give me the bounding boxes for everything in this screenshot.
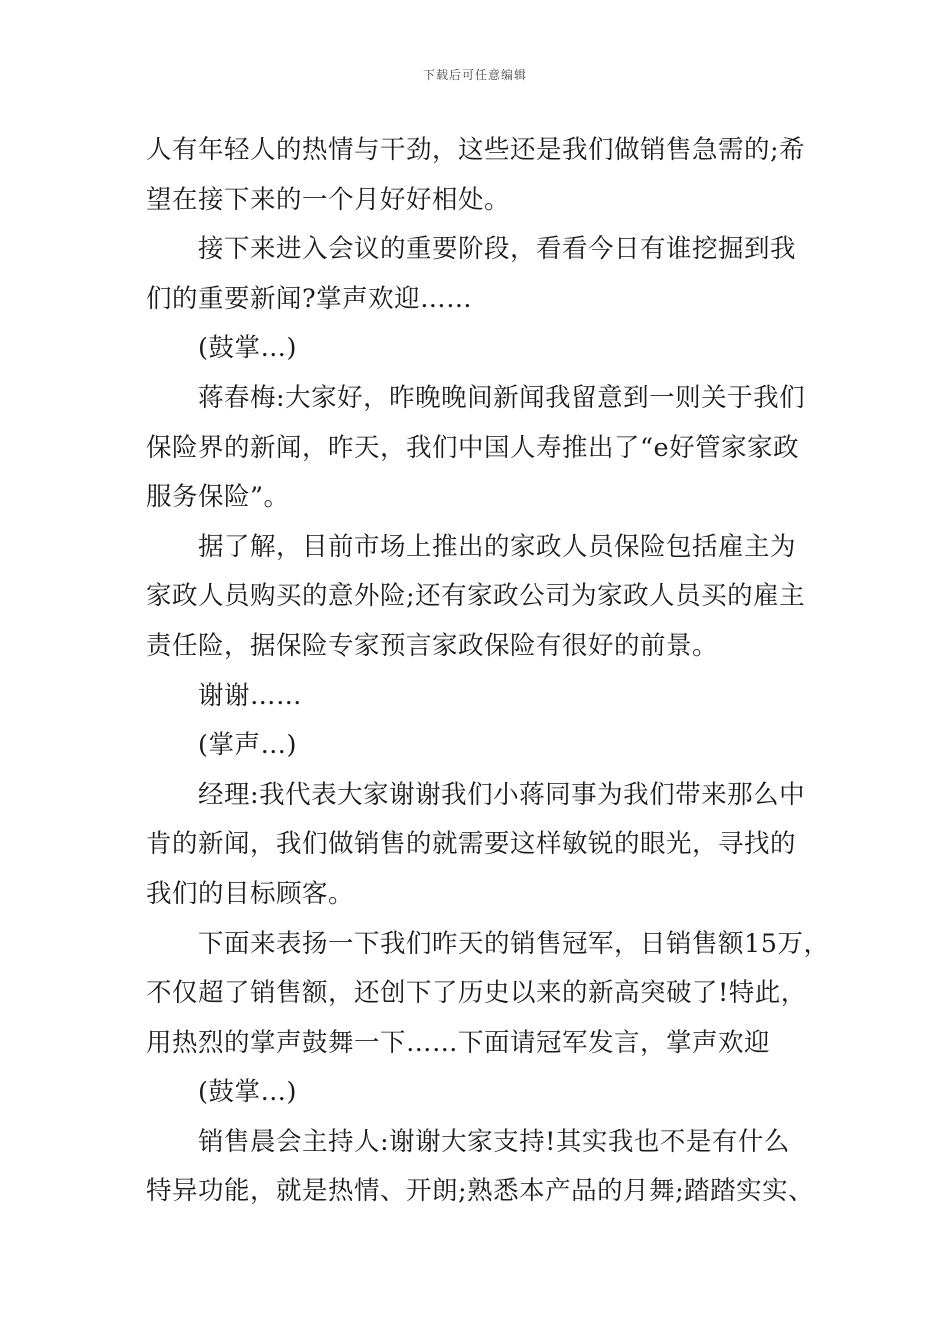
text-line: 特异功能，就是热情、开朗;熟悉本产品的月舞;踏踏实实、: [146, 1176, 815, 1207]
text-line: (掌声…): [198, 730, 297, 761]
text-line: 责任险，据保险专家预言家政保险有很好的前景。: [146, 630, 719, 661]
text-line: 服务保险”。: [146, 482, 290, 513]
text-line: 蒋春梅:大家好，昨晚晚间新闻我留意到一则关于我们: [198, 382, 806, 413]
text-line: 人有年轻人的热情与干劲，这些还是我们做销售急需的;希: [146, 135, 806, 165]
text-line: 不仅超了销售额，还创下了历史以来的新高突破了!特此，: [146, 978, 807, 1009]
text-line: 们的重要新闻?掌声欢迎……: [146, 283, 473, 314]
text-line: 接下来进入会议的重要阶段，看看今日有谁挖掘到我: [198, 234, 797, 265]
page-header: 下载后可任意编辑: [422, 68, 527, 82]
text-line: 销售晨会主持人:谢谢大家支持!其实我也不是有什么: [198, 1126, 790, 1157]
text-line: 据了解，目前市场上推出的家政人员保险包括雇主为: [198, 531, 797, 562]
text-line: 望在接下来的一个月好好相处。: [146, 184, 511, 215]
text-line: 下面来表扬一下我们昨天的销售冠军，日销售额15万，: [198, 928, 830, 959]
text-line: 我们的目标顾客。: [146, 878, 355, 909]
text-line: 谢谢……: [198, 680, 303, 711]
text-line: (鼓掌…): [198, 333, 297, 364]
document-body: [146, 126, 830, 1217]
text-line: 保险界的新闻，昨天，我们中国人寿推出了“e好管家家政: [146, 432, 800, 463]
text-line: 肯的新闻，我们做销售的就需要这样敏锐的眼光，寻找的: [146, 829, 797, 860]
text-line: 经理:我代表大家谢谢我们小蒋同事为我们带来那么中: [198, 779, 806, 810]
text-line: 家政人员购买的意外险;还有家政公司为家政人员买的雇主: [146, 581, 806, 612]
text-line: (鼓掌…): [198, 1077, 297, 1108]
text-line: 用热烈的掌声鼓舞一下……下面请冠军发言，掌声欢迎: [146, 1027, 771, 1058]
